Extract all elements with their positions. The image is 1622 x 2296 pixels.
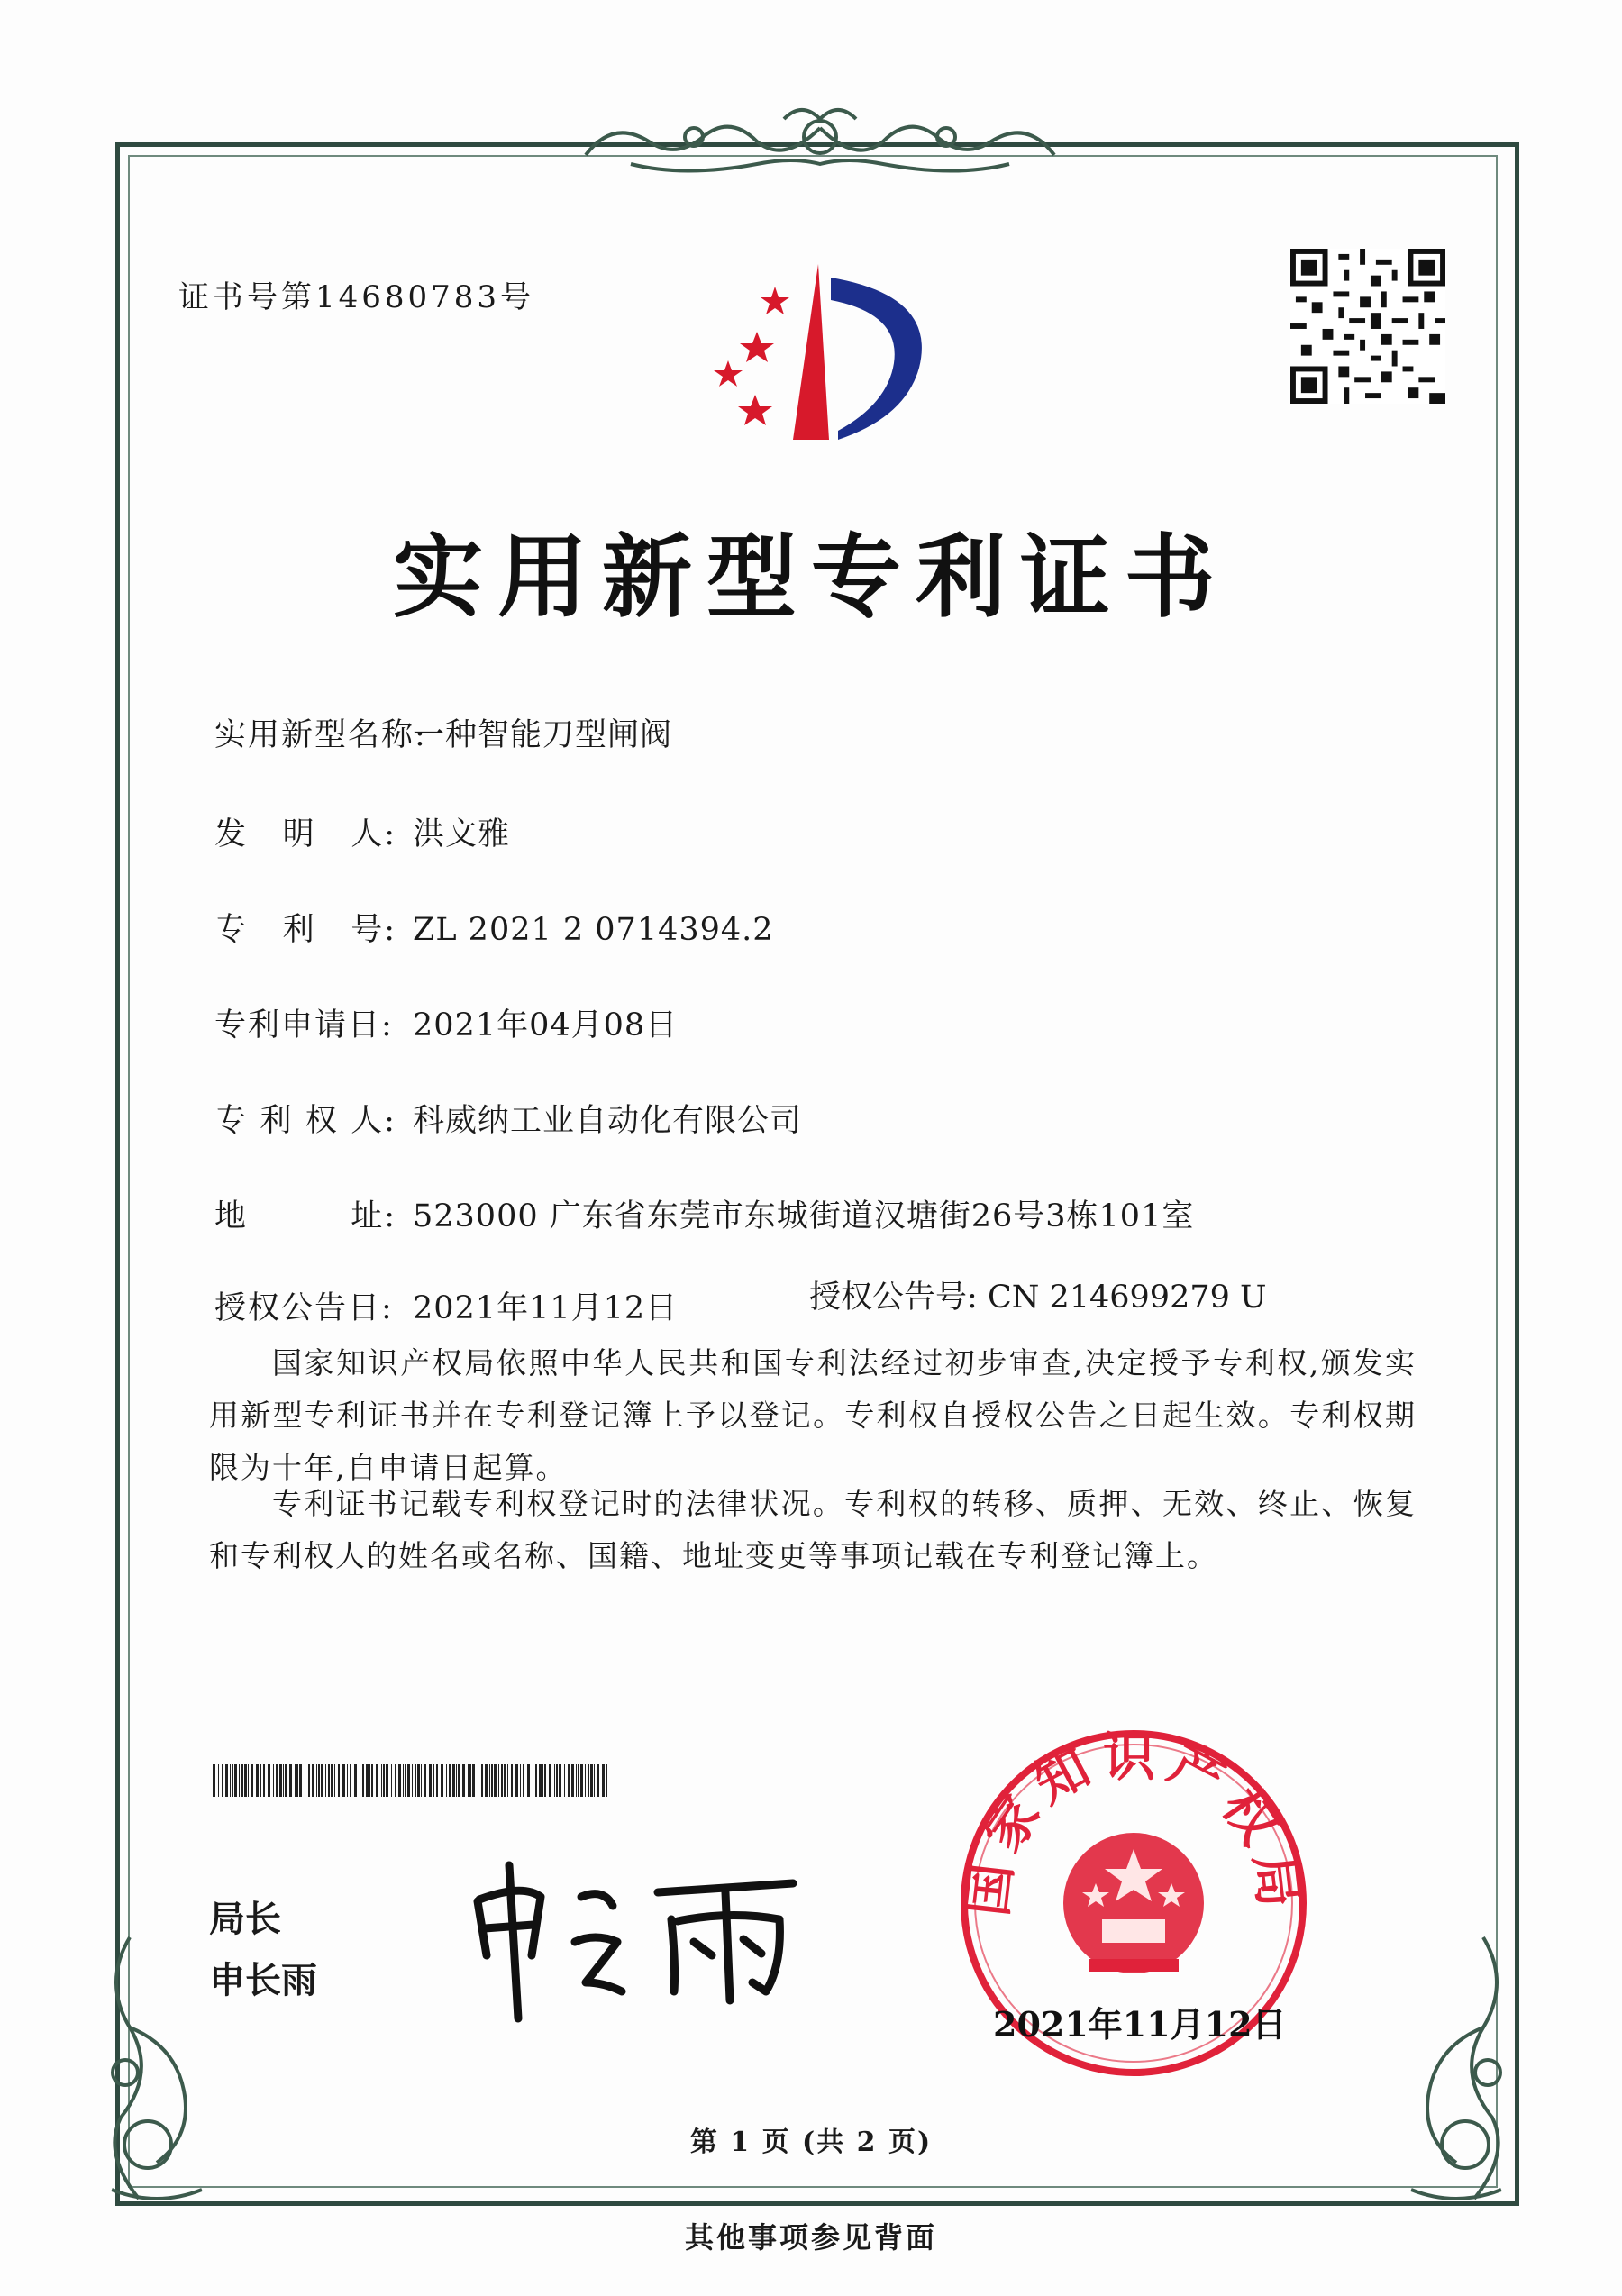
bottom-left-ornament-icon [94,1928,211,2217]
grant-number-label: 授权公告号: [809,1280,978,1316]
field-filing-date [214,1000,678,1045]
name-value: 一种智能刀型闸阀 [413,717,673,753]
qr-code-icon [1290,249,1445,404]
seal-text: 国家知识产权局 [956,1727,1311,1919]
patentee-label: 专 利 权 人: [214,1103,396,1139]
field-grant-date [214,1283,678,1328]
patent-number-value: ZL 2021 2 0714394.2 [413,912,774,948]
address-label: 地 址: [214,1198,396,1235]
handwritten-signature [469,1856,811,2027]
body-paragraph-1: 国家知识产权局依照中华人民共和国专利法经过初步审查,决定授予专利权,颁发实用新型专利证书并在专利登记簿上予以登记。专利权自授权公告之日起生效。专利权期限为十年,自申请日起算。 [209,1345,1417,1485]
filing-date-label: 专利申请日: [214,1007,394,1043]
certificate-number: 证书号第14680783号 [178,279,535,315]
barcode-icon [213,1764,615,1797]
filing-date-value: 2021年04月08日 [413,1007,679,1043]
cnipa-logo-icon [694,260,937,449]
field-patentee [214,1096,802,1141]
director-name: 申长雨 [209,1960,317,2001]
certificate-title: 实用新型专利证书 [393,524,1229,630]
seal-date: 2021年11月12日 [993,2004,1287,2045]
inventor-value: 洪文雅 [413,816,511,852]
field-address [214,1191,1194,1236]
bottom-right-ornament-icon [1402,1928,1519,2217]
address-value: 523000 广东省东莞市东城街道汉塘街26号3栋101室 [413,1198,1195,1235]
patentee-value: 科威纳工业自动化有限公司 [413,1103,803,1139]
footer-note: 其他事项参见背面 [684,2220,937,2255]
field-grant-number [809,1272,1267,1317]
body-paragraph-2: 专利证书记载专利权登记时的法律状况。专利权的转移、质押、无效、终止、恢复和专利权人的姓名或名称、国籍、地址变更等事项记载在专利登记簿上。 [209,1486,1417,1573]
field-utility-model-name [214,710,672,755]
field-inventor [214,809,510,854]
page-number: 第 1 页 (共 2 页) [689,2127,933,2158]
grant-number-value: CN 214699279 U [987,1280,1267,1316]
name-label: 实用新型名称: [214,717,427,753]
grant-date-label: 授权公告日: [214,1290,394,1326]
grant-date-value: 2021年11月12日 [413,1290,679,1326]
director-title: 局长 [209,1899,281,1940]
top-ornament-icon [577,101,1063,182]
inventor-label: 发 明 人: [214,816,396,852]
patent-number-label: 专 利 号: [214,912,396,948]
field-patent-number [214,905,774,950]
